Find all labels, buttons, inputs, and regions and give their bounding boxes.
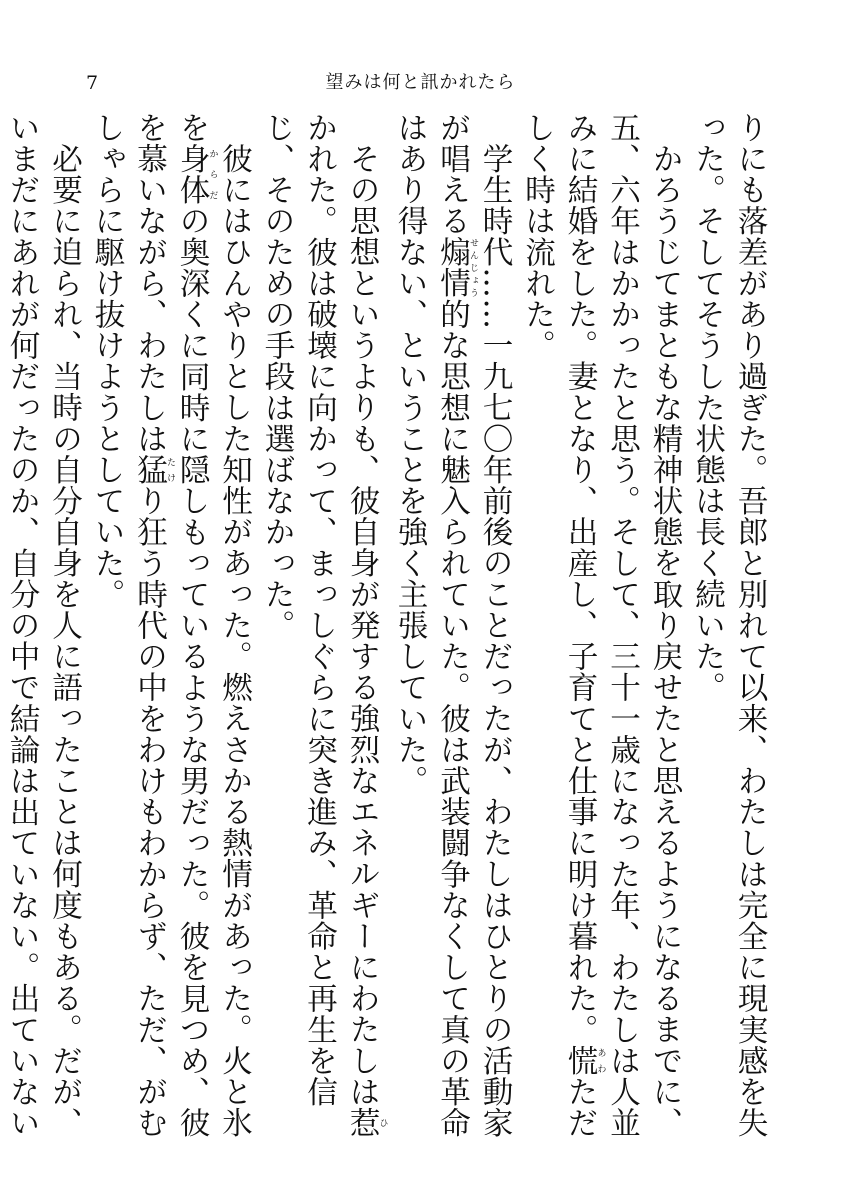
ruby-base: 身体 xyxy=(174,143,209,206)
text-segment: りにも落差があり過ぎた。吾郎と別れて以来、わたしは完全に現実感を失った。そして xyxy=(689,112,767,1139)
ruby-base: 惹 xyxy=(344,1106,379,1138)
ruby-base: 慌 xyxy=(562,1045,597,1077)
ruby-reading: あわ xyxy=(595,1045,606,1077)
ruby-reading: たけ xyxy=(165,454,175,486)
paragraph xyxy=(388,112,516,1152)
paragraph xyxy=(0,112,85,1152)
page-number: 7 xyxy=(86,72,99,94)
text-segment: 彼にはひんやりとした知性があった。燃えさかる熱情があった。火と氷を xyxy=(174,112,252,1138)
text-segment: り狂う時代の中をわけもわからず、ただ、がむしゃらに駆け抜けようとしていた。 xyxy=(89,112,167,1139)
paragraph xyxy=(685,112,770,1152)
ruby-annotated-word xyxy=(344,1106,388,1138)
text-segment: くに同時に隠しもっているような男だった。彼を見つめ、彼を慕いながら、わたしは xyxy=(131,112,209,1139)
running-head-title: 望みは何と訊かれたら xyxy=(325,72,516,93)
ruby-reading: からだ xyxy=(207,143,218,206)
text-segment: を強く主張していた。 xyxy=(392,485,427,797)
text-segment: その思想というよりも、彼自身が発する強烈なエネルギーにわたしは xyxy=(344,142,379,1107)
text-segment: 必要に迫られ、当時の自分自身を人に語ったことは何度もある。だが、いまだにあれ xyxy=(4,112,82,1138)
ruby-annotated-word xyxy=(562,1045,606,1077)
ruby-reading: せんじょう xyxy=(468,236,478,299)
body-text xyxy=(4,112,770,1152)
text-segment: そうした状態は長く続いた。 xyxy=(689,298,725,703)
text-segment: 破壊に向かって、まっしぐらに突き進み、革命と再生を信じ、そのための手段は選ばな xyxy=(259,112,337,1108)
text-segment: が何だったのか、自分の中で結論は出ていない。出ていない xyxy=(4,298,39,1139)
ruby-base: 猛 xyxy=(131,454,167,486)
text-segment: かろうじてまともな精神状態を取り戻せたと思えるようになるまでに、五、六年はか xyxy=(604,112,682,1138)
ruby-reading: ひ xyxy=(377,1106,388,1138)
paragraph xyxy=(255,112,388,1152)
paragraph xyxy=(85,112,255,1152)
ruby-annotated-word xyxy=(434,236,478,299)
text-segment: 的な思想に魅入られていた。彼は武装闘争なくして真の革命はあり得ない、ということ xyxy=(392,112,470,1139)
text-segment: 学生時代……一九七〇年前後のことだったが、わたしはひとりの活動家が唱える xyxy=(434,112,512,1138)
ruby-annotated-word xyxy=(174,143,218,206)
ruby-annotated-word xyxy=(131,454,175,486)
paragraph xyxy=(515,112,685,1152)
text-segment: の奥深 xyxy=(174,205,209,299)
text-segment: かったと思う。そして、三十一歳になった年、わたしは人並みに結婚をした。妻となり、 xyxy=(562,112,640,1139)
ruby-base: 煽情 xyxy=(434,236,470,299)
text-segment: かれた。彼は xyxy=(301,112,337,299)
text-segment: かった。 xyxy=(259,516,294,641)
text-segment: ただしく時は流れた。 xyxy=(519,112,597,1139)
text-segment: 出産し、子育てと仕事に明け暮れた。 xyxy=(562,516,597,1046)
